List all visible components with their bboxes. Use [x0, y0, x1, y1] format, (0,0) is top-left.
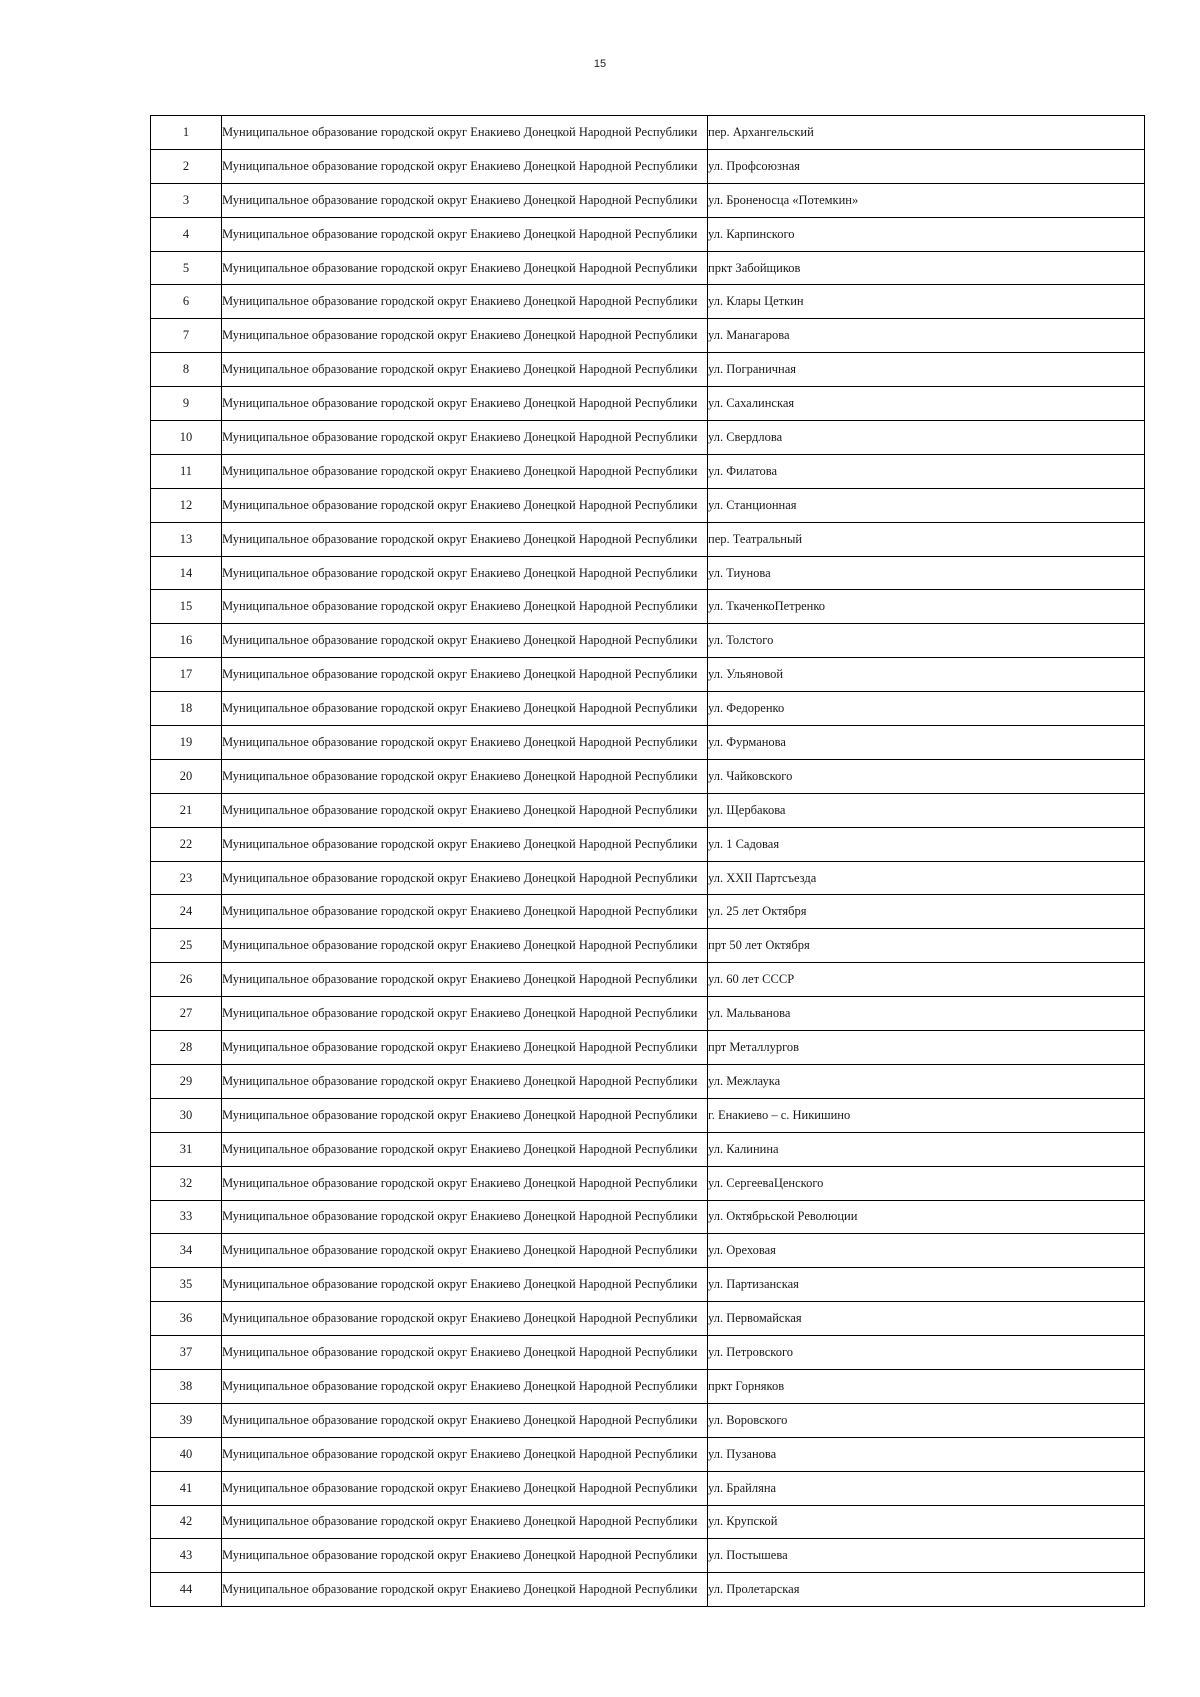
table-row: [151, 1573, 1145, 1607]
municipality-cell: [222, 895, 708, 929]
street-name-cell: ул. Броненосца «Потемкин»: [708, 183, 1145, 217]
municipality-name: Муниципальное образование городской округ Енакиево Донецкой Народной Республики: [222, 1446, 698, 1461]
municipality-name: Муниципальное образование городской округ Енакиево Донецкой Народной Республики: [222, 870, 698, 885]
municipality-name: Муниципальное образование городской округ Енакиево Донецкой Народной Республики: [222, 1311, 698, 1326]
table-row: [151, 556, 1145, 590]
municipality-name: Муниципальное образование городской округ Енакиево Донецкой Народной Республики: [222, 497, 698, 512]
street-name-cell: ул. 1 Садовая: [708, 827, 1145, 861]
row-number-cell: 28: [151, 1031, 222, 1065]
street-name-cell: пер. Архангельский: [708, 116, 1145, 150]
municipality-cell: [222, 116, 708, 150]
municipality-name: Муниципальное образование городской округ Енакиево Донецкой Народной Республики: [222, 260, 698, 275]
municipality-name: Муниципальное образование городской округ Енакиево Донецкой Народной Республики: [222, 328, 698, 343]
municipality-cell: [222, 590, 708, 624]
municipality-cell: [222, 488, 708, 522]
street-name-cell: прт 50 лет Октября: [708, 929, 1145, 963]
municipality-name: Муниципальное образование городской округ Енакиево Донецкой Народной Республики: [222, 463, 698, 478]
municipality-cell: [222, 793, 708, 827]
municipality-cell: [222, 149, 708, 183]
municipality-name: Муниципальное образование городской округ Енакиево Донецкой Народной Республики: [222, 1243, 698, 1258]
street-name-cell: ул. Сахалинская: [708, 387, 1145, 421]
municipality-cell: [222, 285, 708, 319]
municipality-name: Муниципальное образование городской округ Енакиево Донецкой Народной Республики: [222, 1141, 698, 1156]
row-number-cell: 42: [151, 1505, 222, 1539]
municipality-name: Муниципальное образование городской округ Енакиево Донецкой Народной Республики: [222, 1209, 698, 1224]
row-number-cell: 33: [151, 1200, 222, 1234]
municipality-cell: [222, 861, 708, 895]
street-name-cell: ул. Тиунова: [708, 556, 1145, 590]
municipality-cell: [222, 421, 708, 455]
table-row: [151, 1336, 1145, 1370]
row-number-cell: 5: [151, 251, 222, 285]
table-row: [151, 217, 1145, 251]
table-row: [151, 929, 1145, 963]
row-number-cell: 6: [151, 285, 222, 319]
municipality-cell: [222, 1132, 708, 1166]
table-row: [151, 759, 1145, 793]
page-number: 15: [593, 58, 607, 70]
street-name-cell: ул. Калинина: [708, 1132, 1145, 1166]
street-name-cell: ул. Карпинского: [708, 217, 1145, 251]
municipality-name: Муниципальное образование городской округ Енакиево Донецкой Народной Республики: [222, 192, 698, 207]
row-number-cell: 21: [151, 793, 222, 827]
table-row: [151, 1268, 1145, 1302]
street-name-cell: ул. Ульяновой: [708, 658, 1145, 692]
municipality-cell: [222, 692, 708, 726]
table-row: [151, 1437, 1145, 1471]
table-row: [151, 1539, 1145, 1573]
street-name-cell: ул. Федоренко: [708, 692, 1145, 726]
table-row: [151, 963, 1145, 997]
municipality-cell: [222, 1098, 708, 1132]
municipality-cell: [222, 1437, 708, 1471]
row-number-cell: 19: [151, 726, 222, 760]
municipality-name: Муниципальное образование городской округ Енакиево Донецкой Народной Республики: [222, 633, 698, 648]
table-row: [151, 726, 1145, 760]
municipality-name: Муниципальное образование городской округ Енакиево Донецкой Народной Республики: [222, 124, 698, 139]
municipality-cell: [222, 1302, 708, 1336]
municipality-cell: [222, 997, 708, 1031]
table-row: [151, 658, 1145, 692]
street-name-cell: ул. Станционная: [708, 488, 1145, 522]
municipality-cell: [222, 454, 708, 488]
municipality-cell: [222, 1471, 708, 1505]
municipality-name: Муниципальное образование городской округ Енакиево Донецкой Народной Республики: [222, 836, 698, 851]
municipality-name: Муниципальное образование городской округ Енакиево Донецкой Народной Республики: [222, 938, 698, 953]
municipality-name: Муниципальное образование городской округ Енакиево Донецкой Народной Республики: [222, 1480, 698, 1495]
municipality-cell: [222, 522, 708, 556]
municipality-cell: [222, 387, 708, 421]
row-number-cell: 11: [151, 454, 222, 488]
row-number-cell: 35: [151, 1268, 222, 1302]
row-number-cell: 36: [151, 1302, 222, 1336]
street-name-cell: пркт Забойщиков: [708, 251, 1145, 285]
row-number-cell: 1: [151, 116, 222, 150]
table-row: [151, 1166, 1145, 1200]
table-row: [151, 793, 1145, 827]
municipality-name: Муниципальное образование городской округ Енакиево Донецкой Народной Республики: [222, 1548, 698, 1563]
row-number-cell: 2: [151, 149, 222, 183]
street-name-cell: ул. Фурманова: [708, 726, 1145, 760]
municipality-cell: [222, 251, 708, 285]
table-row: [151, 522, 1145, 556]
municipality-name: Муниципальное образование городской округ Енакиево Донецкой Народной Республики: [222, 734, 698, 749]
row-number-cell: 18: [151, 692, 222, 726]
street-name-cell: ул. Воровского: [708, 1403, 1145, 1437]
table-row: [151, 861, 1145, 895]
table-row: [151, 1234, 1145, 1268]
street-name-cell: ул. СергееваЦенского: [708, 1166, 1145, 1200]
row-number-cell: 10: [151, 421, 222, 455]
row-number-cell: 24: [151, 895, 222, 929]
municipality-name: Муниципальное образование городской округ Енакиево Донецкой Народной Республики: [222, 701, 698, 716]
row-number-cell: 8: [151, 353, 222, 387]
row-number-cell: 7: [151, 319, 222, 353]
municipality-cell: [222, 353, 708, 387]
municipality-name: Муниципальное образование городской округ Енакиево Донецкой Народной Республики: [222, 1412, 698, 1427]
municipality-cell: [222, 658, 708, 692]
street-name-cell: г. Енакиево – с. Никишино: [708, 1098, 1145, 1132]
municipality-name: Муниципальное образование городской округ Енакиево Донецкой Народной Республики: [222, 972, 698, 987]
municipality-cell: [222, 1166, 708, 1200]
row-number-cell: 25: [151, 929, 222, 963]
municipality-cell: [222, 624, 708, 658]
municipality-name: Муниципальное образование городской округ Енакиево Донецкой Народной Республики: [222, 396, 698, 411]
street-name-cell: ул. Филатова: [708, 454, 1145, 488]
municipality-cell: [222, 929, 708, 963]
street-name-cell: ул. 25 лет Октября: [708, 895, 1145, 929]
row-number-cell: 15: [151, 590, 222, 624]
row-number-cell: 26: [151, 963, 222, 997]
row-number-cell: 3: [151, 183, 222, 217]
table-row: [151, 319, 1145, 353]
table-row: [151, 1302, 1145, 1336]
table-row: [151, 1200, 1145, 1234]
table-row: [151, 183, 1145, 217]
row-number-cell: 40: [151, 1437, 222, 1471]
municipality-cell: [222, 1336, 708, 1370]
table-row: [151, 353, 1145, 387]
street-name-cell: ул. Манагарова: [708, 319, 1145, 353]
municipality-name: Муниципальное образование городской округ Енакиево Донецкой Народной Республики: [222, 226, 698, 241]
row-number-cell: 14: [151, 556, 222, 590]
street-name-cell: ул. Щербакова: [708, 793, 1145, 827]
row-number-cell: 4: [151, 217, 222, 251]
municipality-cell: [222, 1064, 708, 1098]
row-number-cell: 13: [151, 522, 222, 556]
street-name-cell: ул. Брайляна: [708, 1471, 1145, 1505]
street-name-cell: ул. XXII Партсъезда: [708, 861, 1145, 895]
municipality-name: Муниципальное образование городской округ Енакиево Донецкой Народной Республики: [222, 1345, 698, 1359]
table-row: [151, 1098, 1145, 1132]
table-row: [151, 1471, 1145, 1505]
municipality-cell: [222, 319, 708, 353]
row-number-cell: 39: [151, 1403, 222, 1437]
table-row: [151, 1031, 1145, 1065]
row-number-cell: 43: [151, 1539, 222, 1573]
municipality-name: Муниципальное образование городской округ Енакиево Донецкой Народной Республики: [222, 599, 698, 614]
street-name-cell: пркт Горняков: [708, 1369, 1145, 1403]
municipality-name: Муниципальное образование городской округ Енакиево Донецкой Народной Республики: [222, 1073, 698, 1088]
street-name-cell: ул. Пограничная: [708, 353, 1145, 387]
row-number-cell: 37: [151, 1336, 222, 1370]
municipality-cell: [222, 1200, 708, 1234]
table-row: [151, 1132, 1145, 1166]
municipality-name: Муниципальное образование городской округ Енакиево Донецкой Народной Республики: [222, 1006, 698, 1021]
table-row: [151, 488, 1145, 522]
municipality-name: Муниципальное образование городской округ Енакиево Донецкой Народной Республики: [222, 565, 698, 580]
street-name-cell: ул. Крупской: [708, 1505, 1145, 1539]
municipality-cell: [222, 1539, 708, 1573]
row-number-cell: 16: [151, 624, 222, 658]
street-name-cell: ул. Свердлова: [708, 421, 1145, 455]
table-row: [151, 1403, 1145, 1437]
table-row: [151, 624, 1145, 658]
table-row: [151, 149, 1145, 183]
municipality-cell: [222, 963, 708, 997]
municipality-name: Муниципальное образование городской округ Енакиево Донецкой Народной Республики: [222, 802, 698, 817]
municipality-cell: [222, 1403, 708, 1437]
street-name-cell: ул. Октябрьской Революции: [708, 1200, 1145, 1234]
table-row: [151, 116, 1145, 150]
table-row: [151, 1505, 1145, 1539]
street-name-cell: пер. Театральный: [708, 522, 1145, 556]
municipality-name: Муниципальное образование городской округ Енакиево Донецкой Народной Республики: [222, 1107, 698, 1122]
street-name-cell: ул. Постышева: [708, 1539, 1145, 1573]
street-name-cell: прт Металлургов: [708, 1031, 1145, 1065]
table-row: [151, 1369, 1145, 1403]
row-number-cell: 9: [151, 387, 222, 421]
municipality-name: Муниципальное образование городской округ Енакиево Донецкой Народной Республики: [222, 667, 698, 682]
table-row: [151, 387, 1145, 421]
municipality-cell: [222, 217, 708, 251]
municipality-name: Муниципальное образование городской округ Енакиево Донецкой Народной Республики: [222, 158, 698, 173]
row-number-cell: 34: [151, 1234, 222, 1268]
row-number-cell: 31: [151, 1132, 222, 1166]
municipality-cell: [222, 1505, 708, 1539]
municipality-name: Муниципальное образование городской округ Енакиево Донецкой Народной Республики: [222, 429, 698, 444]
street-name-cell: ул. Чайковского: [708, 759, 1145, 793]
row-number-cell: 20: [151, 759, 222, 793]
row-number-cell: 17: [151, 658, 222, 692]
municipality-name: Муниципальное образование городской округ Енакиево Донецкой Народной Республики: [222, 531, 698, 546]
municipality-name: Муниципальное образование городской округ Енакиево Донецкой Народной Республики: [222, 1378, 698, 1393]
table-body: [151, 116, 1145, 1607]
municipality-cell: [222, 1369, 708, 1403]
row-number-cell: 41: [151, 1471, 222, 1505]
municipality-cell: [222, 183, 708, 217]
municipality-cell: [222, 556, 708, 590]
municipality-name: Муниципальное образование городской округ Енакиево Донецкой Народной Республики: [222, 904, 698, 919]
municipality-cell: [222, 759, 708, 793]
row-number-cell: 23: [151, 861, 222, 895]
municipality-name: Муниципальное образование городской округ Енакиево Донецкой Народной Республики: [222, 1039, 698, 1054]
municipality-cell: [222, 827, 708, 861]
municipality-name: Муниципальное образование городской округ Енакиево Донецкой Народной Республики: [222, 768, 698, 783]
municipality-cell: [222, 1573, 708, 1607]
row-number-cell: 12: [151, 488, 222, 522]
table-row: [151, 285, 1145, 319]
table-row: [151, 590, 1145, 624]
street-name-cell: ул. Клары Цеткин: [708, 285, 1145, 319]
row-number-cell: 30: [151, 1098, 222, 1132]
row-number-cell: 27: [151, 997, 222, 1031]
municipality-cell: [222, 1234, 708, 1268]
table-row: [151, 1064, 1145, 1098]
row-number-cell: 32: [151, 1166, 222, 1200]
municipality-cell: [222, 1268, 708, 1302]
table-row: [151, 454, 1145, 488]
street-name-cell: ул. Партизанская: [708, 1268, 1145, 1302]
table-row: [151, 251, 1145, 285]
row-number-cell: 29: [151, 1064, 222, 1098]
street-name-cell: ул. Толстого: [708, 624, 1145, 658]
municipality-name: Муниципальное образование городской округ Енакиево Донецкой Народной Республики: [222, 1514, 698, 1529]
municipality-cell: [222, 1031, 708, 1065]
municipality-name: Муниципальное образование городской округ Енакиево Донецкой Народной Республики: [222, 1582, 698, 1597]
municipality-name: Муниципальное образование городской округ Енакиево Донецкой Народной Республики: [222, 1277, 698, 1292]
municipality-cell: [222, 726, 708, 760]
street-list-table: [150, 115, 1145, 1607]
street-name-cell: ул. Межлаука: [708, 1064, 1145, 1098]
row-number-cell: 22: [151, 827, 222, 861]
table-row: [151, 895, 1145, 929]
row-number-cell: 38: [151, 1369, 222, 1403]
row-number-cell: 44: [151, 1573, 222, 1607]
municipality-name: Муниципальное образование городской округ Енакиево Донецкой Народной Республики: [222, 1175, 698, 1190]
street-name-cell: ул. Пузанова: [708, 1437, 1145, 1471]
municipality-name: Муниципальное образование городской округ Енакиево Донецкой Народной Республики: [222, 362, 698, 377]
street-name-cell: ул. Петровского: [708, 1336, 1145, 1370]
table-row: [151, 827, 1145, 861]
street-name-cell: ул. Пролетарская: [708, 1573, 1145, 1607]
municipality-name: Муниципальное образование городской округ Енакиево Донецкой Народной Республики: [222, 294, 698, 309]
street-name-cell: ул. Первомайская: [708, 1302, 1145, 1336]
street-name-cell: ул. Профсоюзная: [708, 149, 1145, 183]
table-row: [151, 692, 1145, 726]
street-name-cell: ул. 60 лет СССР: [708, 963, 1145, 997]
street-name-cell: ул. ТкаченкоПетренко: [708, 590, 1145, 624]
table-row: [151, 421, 1145, 455]
street-name-cell: ул. Мальванова: [708, 997, 1145, 1031]
street-name-cell: ул. Ореховая: [708, 1234, 1145, 1268]
table-row: [151, 997, 1145, 1031]
